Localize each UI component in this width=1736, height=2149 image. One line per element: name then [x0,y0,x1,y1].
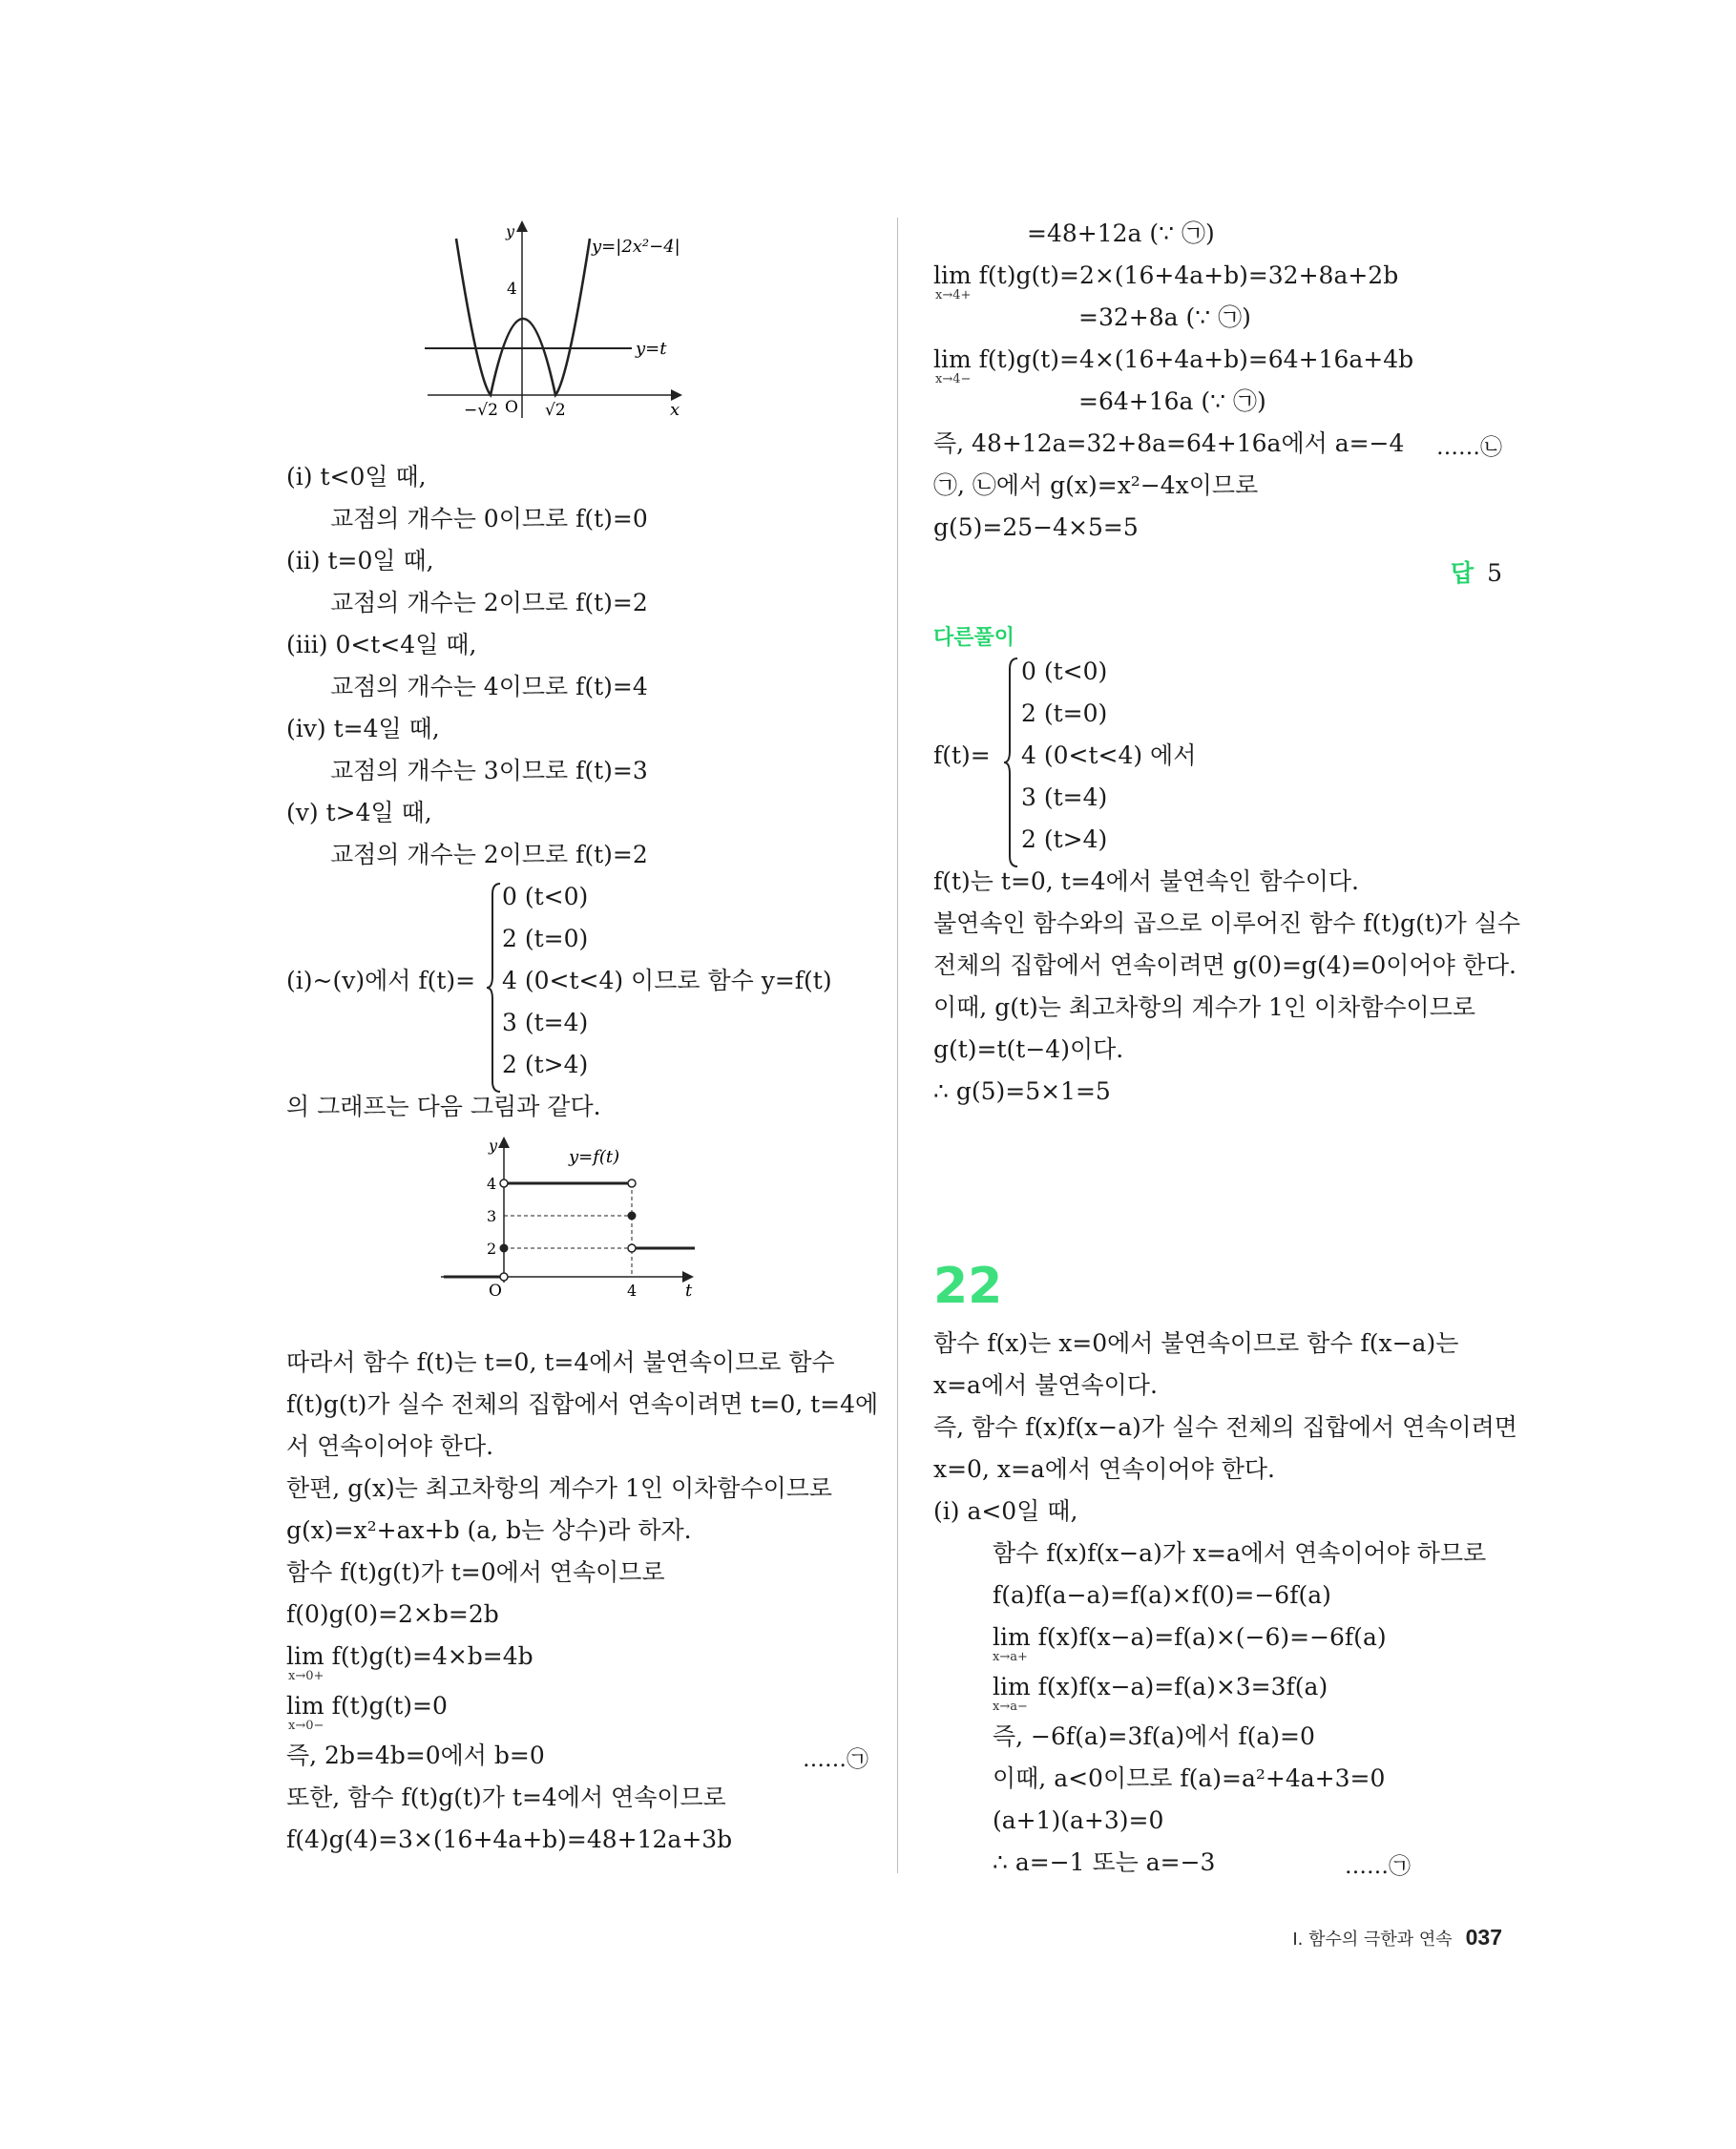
piece-4: 3 (t=4) [502,1009,589,1036]
case-4-head: (ⅳ) t=4일 때, [286,715,440,742]
graph2-y-label: y [489,1137,498,1155]
graph2-t-tick-4: 4 [627,1282,638,1300]
p22-text-10: 즉, −6f(a)=3f(a)에서 f(a)=0 [993,1722,1315,1750]
p22-text-6: 함수 f(x)f(x−a)가 x=a에서 연속이어야 하므로 [993,1539,1487,1567]
graph1-x-label: x [670,400,680,420]
tag-3: ……㉠ [1345,1854,1411,1879]
open-point-4-4 [628,1179,636,1187]
graph1-tick-4: 4 [507,280,517,299]
piece-1: 0 (t<0) [502,883,589,910]
p22-text-13: ∴ a=−1 또는 a=−3 [993,1848,1216,1876]
p22-text-4: x=0, x=a에서 연속이어야 한다. [933,1455,1275,1483]
graph-intro: 의 그래프는 다음 그림과 같다. [286,1093,601,1120]
alt-piece-3: 4 (0<t<4) 에서 [1021,741,1197,769]
graph-step-function [439,1134,706,1301]
p22-text-2: x=a에서 불연속이다. [933,1371,1158,1399]
column-divider [897,218,898,1873]
p22-text-3: 즉, 함수 f(x)f(x−a)가 실수 전체의 집합에서 연속이려면 [933,1413,1517,1441]
left-text-11: 또한, 함수 f(t)g(t)가 t=4에서 연속이므로 [286,1784,726,1811]
alt-text-6: ∴ g(5)=5×1=5 [933,1077,1111,1105]
right-text-5: =64+16a (∵ ㉠) [1078,387,1266,415]
left-text-9: lim f(t)g(t)=0 [286,1692,448,1720]
lim-sub-4minus: x→4− [935,372,972,386]
chapter-title: I. 함수의 극한과 연속 [1292,1930,1453,1950]
piecewise-brace [485,881,504,1095]
p22-text-8: lim f(x)f(x−a)=f(a)×(−6)=−6f(a) [993,1623,1387,1651]
graph1-tick-origin: O [505,398,518,417]
left-text-8: lim f(t)g(t)=4×b=4b [286,1642,533,1670]
graph2-tick-3: 3 [487,1207,497,1225]
left-text-6: 함수 f(t)g(t)가 t=0에서 연속이므로 [286,1558,665,1586]
alt-text-5: g(t)=t(t−4)이다. [933,1035,1124,1063]
right-text-2: lim f(t)g(t)=2×(16+4a+b)=32+8a+2b [933,261,1399,289]
alt-text-3: 전체의 집합에서 연속이려면 g(0)=g(4)=0이어야 한다. [933,951,1516,979]
answer-label: 답 [1450,559,1475,587]
case-3-body: 교점의 개수는 4이므로 f(t)=4 [330,673,648,700]
lim-sub-aminus: x→a− [993,1700,1028,1714]
left-text-10: 즉, 2b=4b=0에서 b=0 [286,1742,545,1769]
alt-piece-2: 2 (t=0) [1021,699,1108,727]
graph1-curve-label: y=|2x²−4| [592,237,680,257]
lim-sub-4plus: x→4+ [935,288,972,303]
alt-text-1: f(t)는 t=0, t=4에서 불연속인 함수이다. [933,867,1359,895]
right-text-8: g(5)=25−4×5=5 [933,513,1139,541]
case-2-body: 교점의 개수는 2이므로 f(t)=2 [330,589,648,616]
alt-piece-4: 3 (t=4) [1021,783,1108,811]
piece-2: 2 (t=0) [502,925,589,952]
graph2-origin: O [489,1282,502,1301]
open-point-0-0 [500,1273,508,1281]
graph2-tick-4: 4 [487,1175,497,1193]
alt-piece-1: 0 (t<0) [1021,657,1108,685]
p22-text-9: lim f(x)f(x−a)=f(a)×3=3f(a) [993,1673,1328,1700]
right-text-3: =32+8a (∵ ㉠) [1078,303,1251,331]
graph2-label: y=f(t) [569,1147,620,1167]
alt-solution-title: 다른풀이 [933,626,1015,650]
case-3-head: (ⅲ) 0<t<4일 때, [286,631,477,658]
graph1-y-label: y [506,222,515,240]
case-2-head: (ⅱ) t=0일 때, [286,547,434,574]
left-text-2: f(t)g(t)가 실수 전체의 집합에서 연속이려면 t=0, t=4에 [286,1390,879,1418]
graph-abs-quadratic [420,218,973,428]
graph1-line-label: y=t [636,339,667,359]
case-5-head: (ⅴ) t>4일 때, [286,799,432,826]
alt-text-2: 불연속인 함수와의 곱으로 이루어진 함수 f(t)g(t)가 실수 [933,909,1521,937]
page-number: 037 [1465,1925,1502,1950]
case-5-body: 교점의 개수는 2이므로 f(t)=2 [330,841,648,868]
right-text-1: =48+12a (∵ ㉠) [1027,219,1215,247]
alt-prefix: f(t)= [933,741,991,769]
problem-number: 22 [933,1258,1003,1315]
p22-text-11: 이때, a<0이므로 f(a)=a²+4a+3=0 [993,1764,1386,1792]
graph1-tick-root2: √2 [545,401,566,420]
p22-text-12: (a+1)(a+3)=0 [993,1806,1164,1834]
closed-point-4-3 [628,1212,637,1221]
page-footer [1292,1925,1502,1951]
p22-text-5: (ⅰ) a<0일 때, [933,1497,1078,1525]
graph1-tick-neg-root2: −√2 [464,401,498,420]
lim-sub-aplus: x→a+ [993,1650,1028,1664]
p22-text-7: f(a)f(a−a)=f(a)×f(0)=−6f(a) [993,1581,1331,1609]
curve-abs [456,239,590,395]
graph2-t-label: t [685,1281,693,1301]
lim-sub-0plus: x→0+ [288,1669,324,1683]
right-text-6: 즉, 48+12a=32+8a=64+16a에서 a=−4 [933,429,1405,457]
left-text-1: 따라서 함수 f(t)는 t=0, t=4에서 불연속이므로 함수 [286,1348,835,1376]
piecewise-prefix: (ⅰ)~(ⅴ)에서 f(t)= [286,967,476,994]
tag-1: ……㉠ [803,1747,868,1772]
left-text-7: f(0)g(0)=2×b=2b [286,1600,499,1628]
closed-point-0-2 [500,1244,509,1253]
piece-3: 4 (0<t<4) 이므로 함수 y=f(t) [502,967,832,994]
right-text-7: ㉠, ㉡에서 g(x)=x²−4x이므로 [933,471,1259,499]
case-4-body: 교점의 개수는 3이므로 f(t)=3 [330,757,648,784]
case-1-head: (ⅰ) t<0일 때, [286,463,427,490]
lim-sub-0minus: x→0− [288,1719,324,1733]
answer [1451,554,1502,589]
alt-piece-5: 2 (t>4) [1021,825,1108,853]
case-1-body: 교점의 개수는 0이므로 f(t)=0 [330,505,648,532]
open-point-0-4 [500,1179,508,1187]
answer-value: 5 [1487,559,1502,587]
alt-text-4: 이때, g(t)는 최고차항의 계수가 1인 이차함수이므로 [933,993,1475,1021]
open-point-4-2 [628,1244,636,1252]
alt-brace [1002,656,1021,870]
p22-text-1: 함수 f(x)는 x=0에서 불연속이므로 함수 f(x−a)는 [933,1329,1459,1357]
left-text-5: g(x)=x²+ax+b (a, b는 상수)라 하자. [286,1516,692,1544]
left-text-3: 서 연속이어야 한다. [286,1432,494,1460]
left-text-12: f(4)g(4)=3×(16+4a+b)=48+12a+3b [286,1826,733,1853]
right-text-4: lim f(t)g(t)=4×(16+4a+b)=64+16a+4b [933,345,1414,373]
graph2-tick-2: 2 [487,1240,497,1258]
left-text-4: 한편, g(x)는 최고차항의 계수가 1인 이차함수이므로 [286,1474,833,1502]
tag-2: ……㉡ [1436,435,1502,460]
piece-5: 2 (t>4) [502,1051,589,1078]
